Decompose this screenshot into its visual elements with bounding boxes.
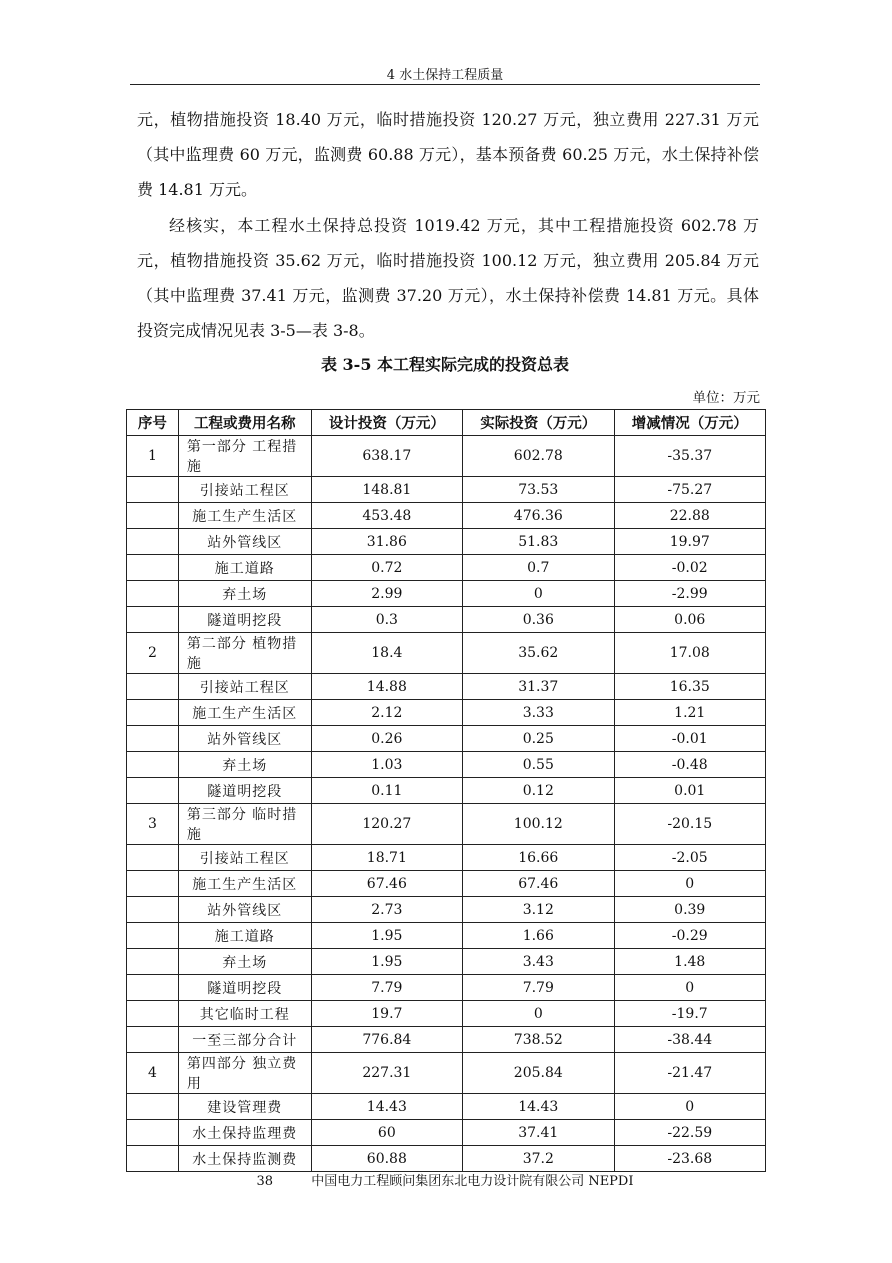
cell-design: 776.84 (311, 1027, 462, 1053)
cell-name: 第三部分 临时措施 (178, 804, 311, 845)
cell-name: 弃土场 (178, 752, 311, 778)
table-row (127, 477, 766, 503)
cell-change: 0.06 (614, 607, 766, 633)
cell-actual: 100.12 (463, 804, 614, 845)
table-row (127, 975, 766, 1001)
cell-name: 站外管线区 (178, 529, 311, 555)
table-row (127, 752, 766, 778)
cell-actual: 37.2 (463, 1146, 614, 1172)
cell-index (127, 1120, 179, 1146)
table-row (127, 436, 766, 477)
cell-actual: 602.78 (463, 436, 614, 477)
cell-change: -2.05 (614, 845, 766, 871)
cell-actual: 16.66 (463, 845, 614, 871)
cell-actual: 67.46 (463, 871, 614, 897)
cell-index (127, 949, 179, 975)
paragraph-2: 经核实，本工程水土保持总投资 1019.42 万元，其中工程措施投资 602.78 万元，植物措施投资 35.62 万元，临时措施投资 100.12 万元，独立费用 205.84 万元（其中监理费 37.41 万元，监测费 37.20 万元），水土保持补偿费 14.81 万元。具体投资完成情况见表 3-5—表 3-8。 (137, 216, 759, 340)
cell-name: 引接站工程区 (178, 477, 311, 503)
cell-actual: 3.43 (463, 949, 614, 975)
cell-design: 2.99 (311, 581, 462, 607)
table-row (127, 674, 766, 700)
cell-index: 4 (127, 1053, 179, 1094)
col-header-index: 序号 (127, 410, 179, 436)
cell-design: 148.81 (311, 477, 462, 503)
cell-index: 3 (127, 804, 179, 845)
cell-actual: 51.83 (463, 529, 614, 555)
cell-design: 1.03 (311, 752, 462, 778)
cell-design: 120.27 (311, 804, 462, 845)
cell-index (127, 1001, 179, 1027)
cell-index (127, 477, 179, 503)
cell-design: 67.46 (311, 871, 462, 897)
investment-table (126, 409, 766, 1172)
cell-name: 水土保持监测费 (178, 1146, 311, 1172)
cell-change: -0.48 (614, 752, 766, 778)
table-row (127, 804, 766, 845)
table-row (127, 949, 766, 975)
cell-change: -19.7 (614, 1001, 766, 1027)
cell-index: 2 (127, 633, 179, 674)
cell-name: 引接站工程区 (178, 845, 311, 871)
cell-name: 弃土场 (178, 949, 311, 975)
cell-actual: 31.37 (463, 674, 614, 700)
cell-actual: 0.36 (463, 607, 614, 633)
cell-name: 第二部分 植物措施 (178, 633, 311, 674)
cell-design: 2.73 (311, 897, 462, 923)
cell-design: 14.88 (311, 674, 462, 700)
cell-name: 第一部分 工程措施 (178, 436, 311, 477)
col-header-name: 工程或费用名称 (178, 410, 311, 436)
cell-index (127, 923, 179, 949)
cell-name: 施工生产生活区 (178, 503, 311, 529)
cell-index (127, 555, 179, 581)
page-header: 4 水土保持工程质量 (386, 68, 504, 83)
cell-index (127, 845, 179, 871)
cell-design: 453.48 (311, 503, 462, 529)
cell-design: 227.31 (311, 1053, 462, 1094)
paragraph-1: 元，植物措施投资 18.40 万元，临时措施投资 120.27 万元，独立费用 227.31 万元（其中监理费 60 万元，监测费 60.88 万元），基本预备费 60.25 万元，水土保持补偿费 14.81 万元。 (137, 110, 759, 199)
table-row (127, 871, 766, 897)
cell-design: 60 (311, 1120, 462, 1146)
cell-name: 引接站工程区 (178, 674, 311, 700)
cell-index (127, 529, 179, 555)
cell-index (127, 674, 179, 700)
cell-design: 0.26 (311, 726, 462, 752)
cell-actual: 14.43 (463, 1094, 614, 1120)
cell-name: 第四部分 独立费用 (178, 1053, 311, 1094)
cell-name: 隧道明挖段 (178, 975, 311, 1001)
cell-name: 隧道明挖段 (178, 607, 311, 633)
cell-actual: 738.52 (463, 1027, 614, 1053)
cell-name: 一至三部分合计 (178, 1027, 311, 1053)
cell-design: 638.17 (311, 436, 462, 477)
cell-design: 18.71 (311, 845, 462, 871)
cell-design: 0.11 (311, 778, 462, 804)
col-header-design: 设计投资（万元） (311, 410, 462, 436)
cell-design: 19.7 (311, 1001, 462, 1027)
table-row (127, 923, 766, 949)
table-row (127, 633, 766, 674)
cell-name: 施工生产生活区 (178, 700, 311, 726)
table-row (127, 503, 766, 529)
cell-design: 18.4 (311, 633, 462, 674)
table-row (127, 1120, 766, 1146)
table-row (127, 529, 766, 555)
cell-change: 0.01 (614, 778, 766, 804)
table-title: 表 3-5 本工程实际完成的投资总表 (320, 355, 570, 374)
cell-design: 0.3 (311, 607, 462, 633)
cell-change: -0.01 (614, 726, 766, 752)
cell-index (127, 1146, 179, 1172)
table-header-row (127, 410, 766, 436)
cell-change: 1.48 (614, 949, 766, 975)
cell-change: 16.35 (614, 674, 766, 700)
table-row (127, 1027, 766, 1053)
cell-change: 17.08 (614, 633, 766, 674)
cell-design: 2.12 (311, 700, 462, 726)
table-row (127, 778, 766, 804)
cell-index (127, 897, 179, 923)
cell-name: 建设管理费 (178, 1094, 311, 1120)
table-row (127, 700, 766, 726)
table-unit: 单位：万元 (692, 390, 760, 406)
table-row (127, 897, 766, 923)
cell-actual: 205.84 (463, 1053, 614, 1094)
cell-change: 0 (614, 871, 766, 897)
cell-actual: 37.41 (463, 1120, 614, 1146)
cell-actual: 0 (463, 1001, 614, 1027)
cell-actual: 7.79 (463, 975, 614, 1001)
table-row (127, 1146, 766, 1172)
cell-change: -20.15 (614, 804, 766, 845)
cell-index (127, 778, 179, 804)
table-row (127, 581, 766, 607)
cell-design: 14.43 (311, 1094, 462, 1120)
cell-index (127, 503, 179, 529)
footer-org: 中国电力工程顾问集团东北电力设计院有限公司 NEPDI (311, 1174, 634, 1189)
table-row (127, 1053, 766, 1094)
cell-index (127, 700, 179, 726)
cell-change: -0.02 (614, 555, 766, 581)
cell-index (127, 975, 179, 1001)
cell-change: -23.68 (614, 1146, 766, 1172)
cell-actual: 3.12 (463, 897, 614, 923)
table-row (127, 726, 766, 752)
cell-change: 0.39 (614, 897, 766, 923)
page-footer (130, 1170, 760, 1189)
table-row (127, 1094, 766, 1120)
cell-change: 22.88 (614, 503, 766, 529)
cell-change: 0 (614, 975, 766, 1001)
cell-change: -75.27 (614, 477, 766, 503)
cell-index (127, 581, 179, 607)
cell-change: 1.21 (614, 700, 766, 726)
table-row (127, 1001, 766, 1027)
cell-actual: 0.7 (463, 555, 614, 581)
cell-change: -35.37 (614, 436, 766, 477)
cell-actual: 0 (463, 581, 614, 607)
cell-index (127, 752, 179, 778)
cell-change: -0.29 (614, 923, 766, 949)
cell-change: -22.59 (614, 1120, 766, 1146)
col-header-actual: 实际投资（万元） (463, 410, 614, 436)
cell-index (127, 1094, 179, 1120)
cell-actual: 0.25 (463, 726, 614, 752)
cell-design: 60.88 (311, 1146, 462, 1172)
col-header-change: 增减情况（万元） (614, 410, 766, 436)
table-row (127, 607, 766, 633)
cell-change: -38.44 (614, 1027, 766, 1053)
cell-name: 其它临时工程 (178, 1001, 311, 1027)
table-row (127, 845, 766, 871)
cell-design: 7.79 (311, 975, 462, 1001)
cell-actual: 1.66 (463, 923, 614, 949)
cell-change: -2.99 (614, 581, 766, 607)
cell-change: 19.97 (614, 529, 766, 555)
cell-index (127, 726, 179, 752)
cell-actual: 0.12 (463, 778, 614, 804)
cell-change: -21.47 (614, 1053, 766, 1094)
cell-actual: 476.36 (463, 503, 614, 529)
cell-actual: 0.55 (463, 752, 614, 778)
cell-design: 0.72 (311, 555, 462, 581)
table-row (127, 555, 766, 581)
table-body (127, 436, 766, 1172)
cell-actual: 35.62 (463, 633, 614, 674)
cell-index (127, 1027, 179, 1053)
cell-name: 施工道路 (178, 555, 311, 581)
cell-name: 站外管线区 (178, 897, 311, 923)
cell-design: 31.86 (311, 529, 462, 555)
cell-name: 施工生产生活区 (178, 871, 311, 897)
cell-name: 站外管线区 (178, 726, 311, 752)
cell-index (127, 871, 179, 897)
header-rule (130, 84, 760, 85)
cell-index (127, 607, 179, 633)
cell-design: 1.95 (311, 923, 462, 949)
cell-name: 水土保持监理费 (178, 1120, 311, 1146)
cell-actual: 73.53 (463, 477, 614, 503)
cell-name: 弃土场 (178, 581, 311, 607)
cell-change: 0 (614, 1094, 766, 1120)
cell-design: 1.95 (311, 949, 462, 975)
cell-actual: 3.33 (463, 700, 614, 726)
page-number: 38 (256, 1174, 274, 1189)
cell-name: 施工道路 (178, 923, 311, 949)
cell-index: 1 (127, 436, 179, 477)
cell-name: 隧道明挖段 (178, 778, 311, 804)
